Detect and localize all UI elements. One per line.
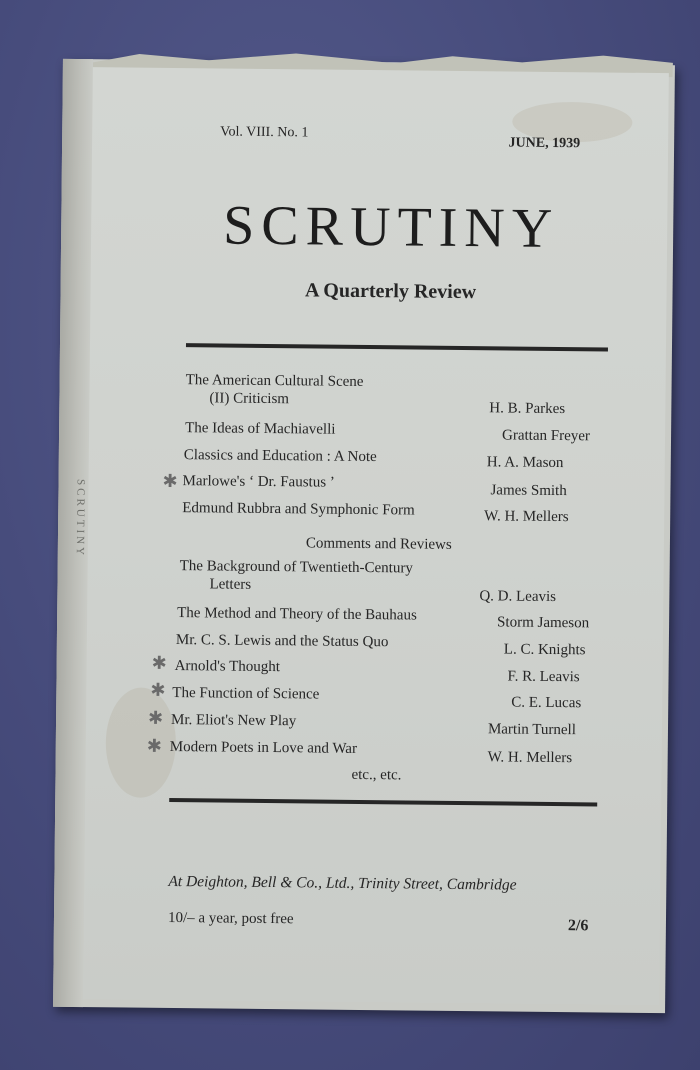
top-rule (186, 343, 608, 351)
magazine-cover (83, 67, 669, 1005)
review-title: The Background of Twentieth-Century (179, 558, 413, 577)
toc-author: James Smith (490, 482, 567, 500)
review-title: Mr. Eliot's New Play (170, 711, 297, 730)
pencil-mark: ✱ (151, 652, 167, 673)
review-author: C. E. Lucas (511, 694, 582, 712)
toc-title: Classics and Education : A Note (183, 447, 377, 466)
pencil-mark: ✱ (162, 470, 178, 492)
issue-price: 2/6 (567, 917, 589, 935)
magazine (53, 59, 675, 1013)
review-title: The Function of Science (172, 685, 320, 703)
magazine-title: SCRUTINY (222, 194, 560, 261)
toc-title: Edmund Rubbra and Symphonic Form (182, 500, 415, 519)
review-title: The Method and Theory of the Bauhaus (177, 605, 417, 624)
toc-title-line2: (II) Criticism (209, 390, 290, 408)
review-author: F. R. Leavis (507, 668, 580, 686)
pencil-mark: ✱ (147, 707, 164, 728)
review-author: W. H. Mellers (487, 749, 573, 767)
review-author: Storm Jameson (497, 614, 590, 632)
toc-author: Grattan Freyer (501, 427, 591, 445)
review-author: Martin Turnell (487, 721, 576, 739)
magazine-subtitle: A Quarterly Review (304, 279, 477, 304)
publisher-line: At Deighton, Bell & Co., Ltd., Trinity Street, Cambridge (168, 872, 517, 894)
spine-title: SCRUTINY (73, 479, 87, 559)
toc-author: W. H. Mellers (484, 508, 569, 526)
subscription-note: 10/– a year, post free (167, 909, 294, 928)
toc-author: H. A. Mason (486, 454, 564, 472)
review-title: Arnold's Thought (174, 658, 281, 676)
toc-title: Marlowe's ‘ Dr. Faustus ’ (182, 473, 335, 491)
review-title: Modern Poets in Love and War (169, 738, 358, 757)
section-heading: Comments and Reviews (305, 535, 452, 553)
review-author: Q. D. Leavis (479, 588, 557, 606)
pencil-mark: ✱ (146, 735, 162, 756)
toc-title: The American Cultural Scene (185, 372, 364, 390)
pencil-mark: ✱ (150, 679, 166, 700)
toc-title: The Ideas of Machiavelli (185, 420, 336, 438)
volume-number: Vol. VIII. No. 1 (220, 124, 309, 141)
review-title: Mr. C. S. Lewis and the Status Quo (175, 632, 389, 651)
issue-date: JUNE, 1939 (508, 135, 581, 152)
bottom-rule (169, 798, 597, 806)
review-title-line2: Letters (209, 576, 252, 593)
etc-note: etc., etc. (351, 766, 402, 784)
toc-author: H. B. Parkes (489, 400, 566, 418)
stain (105, 687, 176, 798)
review-author: L. C. Knights (503, 641, 586, 659)
